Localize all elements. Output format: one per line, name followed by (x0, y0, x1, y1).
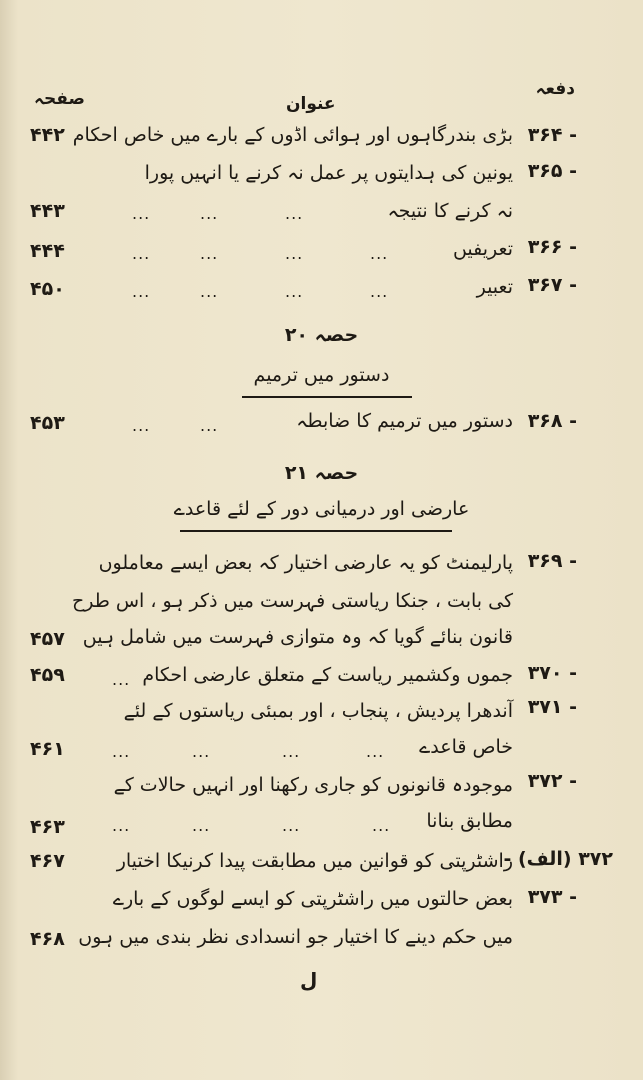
page-number: ۴۵۹ (30, 664, 65, 686)
entry-title-line: بعض حالتوں میں راشٹرپتی کو ایسے لوگوں کے بارے (112, 888, 513, 910)
clause-number: ۳۶۴ - (527, 124, 577, 146)
leader-dots: ... (366, 742, 385, 761)
clause-number: ۳۶۷ - (527, 274, 577, 296)
entry-title-line: آندھرا پردیش ، پنجاب ، اور بمبئی ریاستوں کے لئے (123, 700, 513, 722)
leader-dots: ... (370, 244, 389, 263)
clause-number: ۳۶۸ - (527, 410, 577, 432)
header-title-label: عنوان (286, 94, 336, 114)
leader-dots: ... (112, 816, 131, 835)
clause-number: ۳۷۲ - (527, 770, 577, 792)
page-number: ۴۶۸ (30, 928, 65, 950)
clause-number: ۳۷۳ - (527, 886, 577, 908)
page-number: ۴۴۳ (30, 200, 65, 222)
entry-title-line: بڑی بندرگاہوں اور ہوائی اڈوں کے بارے میں خاص احکام (72, 124, 513, 146)
section-label: حصہ ۲۰ (284, 324, 359, 346)
leader-dots: ... (370, 282, 389, 301)
clause-number: ۳۷۲ (الف) - (503, 848, 613, 870)
leader-dots: ... (282, 742, 301, 761)
section-label: حصہ ۲۱ (284, 462, 359, 484)
entry-title-line: راشٹرپتی کو قوانین میں مطابقت پیدا کرنیکا اختیار (116, 850, 513, 872)
entry-title-line: موجودہ قانونوں کو جاری رکھنا اور انہیں حالات کے (113, 774, 513, 796)
section-title-underline (242, 396, 412, 398)
entry-title-line: جموں وکشمیر ریاست کے متعلق عارضی احکام (142, 664, 513, 686)
leader-dots: ... (200, 416, 219, 435)
leader-dots: ... (372, 816, 391, 835)
leader-dots: ... (112, 670, 131, 689)
entry-title-line: مطابق بنانا (426, 810, 513, 832)
entry-title-line: خاص قاعدے (419, 736, 513, 758)
leader-dots: ... (132, 416, 151, 435)
header-page-label: صفحہ (34, 89, 85, 109)
leader-dots: ... (282, 816, 301, 835)
clause-number: ۳۶۶ - (527, 236, 577, 258)
entry-title-line: میں حکم دینے کا اختیار جو انسدادی نظر بندی میں ہوں (78, 926, 513, 948)
leader-dots: ... (132, 244, 151, 263)
leader-dots: ... (132, 204, 151, 223)
entry-title-line: پارلیمنٹ کو یہ عارضی اختیار کہ بعض ایسے معاملوں (98, 552, 513, 574)
leader-dots: ... (132, 282, 151, 301)
page-number: ۴۶۱ (30, 738, 65, 760)
page-number: ۴۵۳ (30, 412, 65, 434)
clause-number: ۳۶۵ - (527, 160, 577, 182)
page-number: ۴۶۷ (30, 850, 65, 872)
clause-number: ۳۷۱ - (527, 696, 577, 718)
leader-dots: ... (112, 742, 131, 761)
page-number: ۴۶۳ (30, 816, 65, 838)
entry-title-line: کی بابت ، جنکا ریاستی فہرست میں ذکر ہو ، اس طرح (71, 590, 513, 612)
entry-title-line: یونین کی ہدایتوں پر عمل نہ کرنے یا انہیں پورا (144, 162, 513, 184)
leader-dots: ... (285, 244, 304, 263)
leader-dots: ... (285, 204, 304, 223)
page-number: ۴۵۰ (30, 278, 65, 300)
clause-number: ۳۷۰ - (527, 662, 577, 684)
clause-number: ۳۶۹ - (527, 550, 577, 572)
section-title: عارضی اور درمیانی دور کے لئے قاعدے (173, 498, 470, 520)
leader-dots: ... (200, 244, 219, 263)
leader-dots: ... (192, 742, 211, 761)
leader-dots: ... (200, 282, 219, 301)
entry-title-line: دستور میں ترمیم کا ضابطہ (296, 410, 513, 432)
entry-title-line: قانون بنائے گویا کہ وہ متوازی فہرست میں شامل ہیں (82, 626, 513, 648)
entry-title-line: تعبیر (476, 276, 513, 298)
leader-dots: ... (192, 816, 211, 835)
signature-mark: ل (300, 968, 318, 992)
section-title: دستور میں ترمیم (253, 364, 390, 386)
page-number: ۴۴۲ (30, 124, 65, 146)
leader-dots: ... (285, 282, 304, 301)
page-number: ۴۴۴ (30, 240, 65, 262)
header-clause-label: دفعہ (535, 79, 575, 99)
entry-title-line: تعریفیں (452, 238, 513, 260)
leader-dots: ... (200, 204, 219, 223)
entry-title-line: نہ کرنے کا نتیجہ (387, 200, 513, 222)
section-title-underline (180, 530, 452, 532)
page-number: ۴۵۷ (30, 628, 65, 650)
